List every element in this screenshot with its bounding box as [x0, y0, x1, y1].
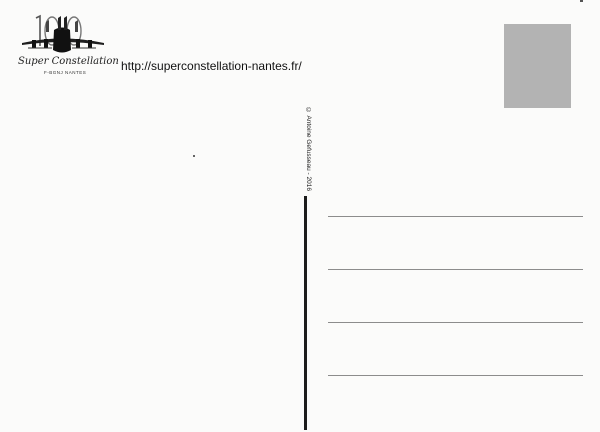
address-line[interactable]	[328, 375, 583, 376]
edge-mark	[580, 0, 583, 2]
super-constellation-logo	[14, 12, 119, 78]
address-line[interactable]	[328, 269, 583, 270]
logo-name: Super Constellation	[18, 56, 119, 67]
logo-subtitle: F-BGNJ NANTES	[44, 70, 87, 75]
aircraft-logo-icon	[14, 12, 110, 62]
speck	[193, 155, 195, 157]
center-divider	[304, 196, 307, 430]
photo-credit: © Antoine Gefusseau - 2016	[305, 107, 312, 191]
website-link[interactable]: http://superconstellation-nantes.fr/	[121, 59, 302, 73]
address-line[interactable]	[328, 322, 583, 323]
stamp-box	[504, 24, 571, 108]
address-line[interactable]	[328, 216, 583, 217]
